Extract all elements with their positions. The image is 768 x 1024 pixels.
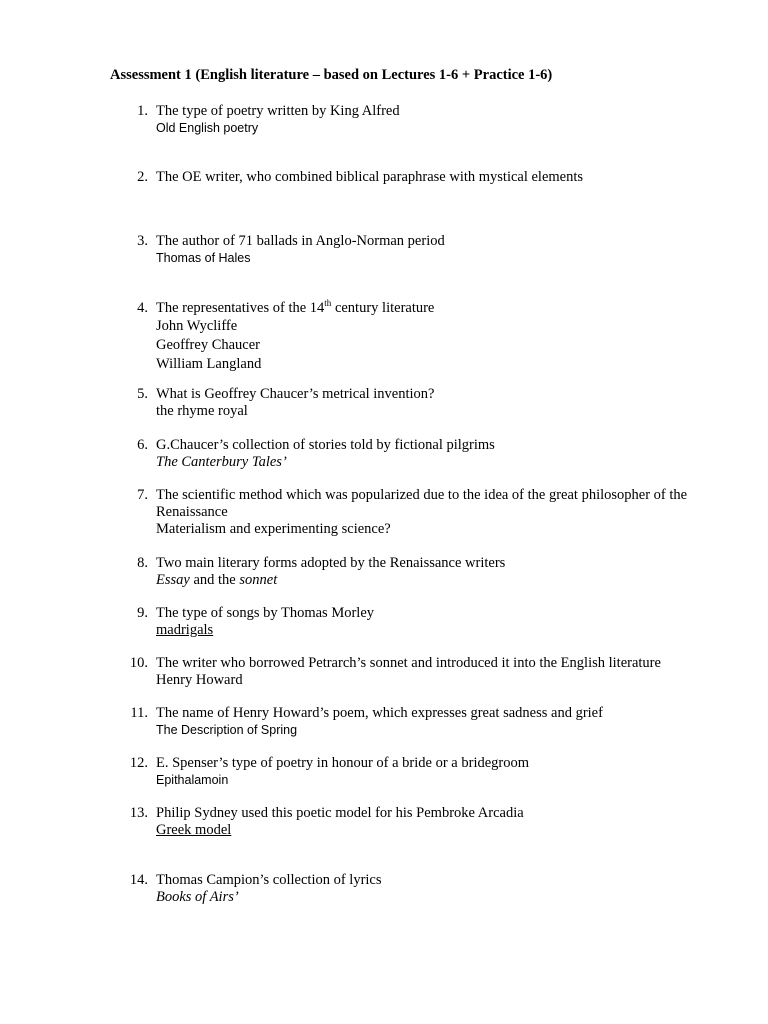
question-text: The writer who borrowed Petrarch’s sonnet and introduced it into the English literature: [156, 655, 661, 671]
question-number: 4.: [137, 300, 148, 316]
question-number: 8.: [137, 555, 148, 571]
answer-text: Greek model: [156, 822, 232, 838]
question-text: Two main literary forms adopted by the Renaissance writers: [156, 555, 506, 571]
answer-text: Thomas of Hales: [156, 251, 251, 265]
answer-text: John Wycliffe: [156, 318, 238, 334]
question-text: The name of Henry Howard’s poem, which expresses great sadness and grief: [156, 705, 603, 721]
question-item: [129, 755, 716, 788]
question-text: The author of 71 ballads in Anglo-Norman period: [156, 233, 445, 249]
question-item: [137, 386, 716, 420]
question-item: [137, 437, 716, 471]
question-text: Thomas Campion’s collection of lyrics: [156, 872, 382, 888]
question-number: 13.: [129, 805, 148, 821]
question-item: [129, 805, 716, 839]
answer-text: The Canterbury Tales’: [156, 454, 287, 470]
question-text: The representatives of the 14th century literature: [156, 298, 435, 316]
question-number: 14.: [129, 872, 148, 888]
answer-text: madrigals: [156, 622, 214, 638]
question-text: The OE writer, who combined biblical paraphrase with mystical elements: [156, 169, 584, 185]
question-item: [137, 233, 716, 266]
question-item: [137, 605, 716, 639]
question-item: [137, 103, 716, 136]
question-text: What is Geoffrey Chaucer’s metrical invention?: [156, 386, 435, 402]
question-number: 2.: [137, 169, 148, 185]
question-number: 5.: [137, 386, 148, 402]
page-title: Assessment 1 (English literature – based on Lectures 1-6 + Practice 1-6): [110, 67, 553, 83]
superscript: th: [324, 298, 332, 308]
question-number: 7.: [137, 487, 148, 503]
question-number: 12.: [129, 755, 148, 771]
question-item: [137, 169, 716, 186]
answer-text: Books of Airs’: [156, 889, 239, 905]
answer-text: Essay and the sonnet: [156, 572, 278, 588]
answer-text: Materialism and experimenting science?: [156, 521, 391, 537]
answer-text: Epithalamoin: [156, 773, 229, 787]
question-text: E. Spenser’s type of poetry in honour of a bride or a bridegroom: [156, 755, 530, 771]
answer-text: Old English poetry: [156, 121, 259, 135]
question-text: The scientific method which was popularized due to the idea of the great philosopher of the Renaissance: [156, 487, 688, 520]
question-number: 3.: [137, 233, 148, 249]
question-item: [129, 655, 716, 689]
answer-text: the rhyme royal: [156, 403, 248, 419]
answer-text: Henry Howard: [156, 672, 243, 688]
question-item: [130, 705, 716, 738]
answer-text: The Description of Spring: [156, 723, 298, 737]
question-item: [137, 298, 716, 374]
question-number: 6.: [137, 437, 148, 453]
question-text: G.Chaucer’s collection of stories told by fictional pilgrims: [156, 437, 495, 453]
question-item: [129, 872, 716, 906]
question-number: 11.: [130, 705, 148, 721]
question-number: 9.: [137, 605, 148, 621]
question-number: 10.: [129, 655, 148, 671]
question-text: Philip Sydney used this poetic model for his Pembroke Arcadia: [156, 805, 524, 821]
question-text: The type of poetry written by King Alfred: [156, 103, 400, 119]
answer-text: William Langland: [156, 356, 262, 372]
question-text: The type of songs by Thomas Morley: [156, 605, 375, 621]
question-item: [137, 555, 716, 589]
answer-text: Geoffrey Chaucer: [156, 337, 260, 353]
question-number: 1.: [137, 103, 148, 119]
question-item: [137, 487, 716, 538]
